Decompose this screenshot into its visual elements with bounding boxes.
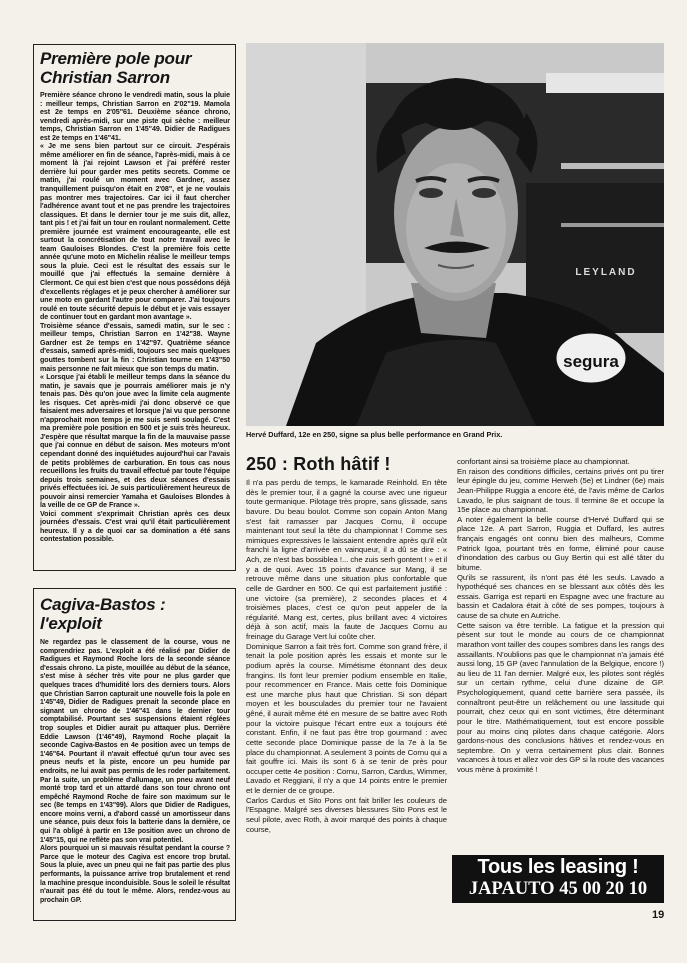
sidebar-box-cagiva	[33, 588, 236, 921]
article-paragraph: A noter également la belle course d'Hervé Duffard qui se place 12e. A part Sarron, Ruggia et Duffard, les autres français engagés ont connu bien des malheurs, Comme Patrick Igoa, pourtant très en forme, éliminé pour cause d'inondation des carbus ou Guy Bertin qui est allé tâter du bitume.	[457, 514, 664, 572]
box-title-pole-position	[40, 49, 229, 87]
rider-photo	[246, 43, 664, 426]
article-paragraph: confortant ainsi sa troisième place au championnat.	[457, 457, 630, 466]
box-title-line-2: Christian Sarron	[40, 68, 170, 87]
article-paragraph: Qu'ils se rassurent, ils n'ont pas été les seuls. Lavado a hypothéqué ses chances en se blessant aux côtés dès les essais. Garriga est reparti en Espagne avec une fracture au bassin et Cadalora était à côté de ses pompes, toujours à cause de sa chute en Autriche.	[457, 572, 664, 620]
box-title-line-1: Première pole pour	[40, 49, 192, 68]
box-body-pole-position	[40, 91, 230, 544]
article-paragraph: Carlos Cardus et Sito Pons ont fait briller les couleurs de l'Espagne. Malgré ses diverses blessures Sito Pons est le seul pilote, avec Roth, à avoir marqué des points à chaque course,	[246, 795, 447, 834]
box-paragraph: « Je me sens bien partout sur ce circuit. J'espérais même améliorer en fin de séance, l'après-midi, mais à ce moment là j'ai rejoint Lawson et j'ai préféré rester derrière lui pour garder mes petits secrets. Comme ce matin, j'ai roulé un moment avec Gardner, assez tranquillement puisqu'on était en 2'08", et je ne voulais pas montrer mes trajectoires. Car ici il faut chercher l'adhérence avant tout et ne pas prendre les trajectoires classiques. Et dans le dernier tour je me suis dit, allez, tant pis ! et j'ai fait un tour en roulant normalement. Cette première journée est vraiment encourageante, elle est surtout la concrétisation de tout notre travail avec le team Gauloises Blondes. C'est la première fois cette année qu'une moto en Michelin réalise le meilleur temps sous la pluie. Ceci est le résultat des essais sur le mouillé que j'ai effectués la semaine dernière à Clermont. Ce qui est bien c'est que nous possédons déjà d'excellents réglages et je peux chercher à améliorer sur une moto en gardant l'autre pour comparer. J'ai toujours roulé en toute sécurité depuis le début et je vais essayer de continuer tout en gardant mon avantage ».	[40, 142, 230, 322]
box-paragraph: Alors pourquoi un si mauvais résultat pendant la course ? Parce que le moteur des Cagiva est encore trop brutal. Sous la pluie, avec un pneu qui ne fait pas partie des plus performants, la puissance arrive trop brutalement et rend la machine presque inconduisible. Sous le soleil le résultat n'aurait pas été du tout le même. Alors, rendez-vous au prochain GP.	[40, 845, 230, 904]
box-title-cagiva: Cagiva-Bastos : l'exploit	[40, 595, 166, 633]
box-paragraph: Première séance chrono le vendredi matin, sous la pluie : meilleur temps, Christian Sarron en 2'02"19. Mamola est 2e temps en 2'05"61. Deuxième séance chrono, vendredi après-midi, sur une piste qui sèche : meilleur temps, Christian Sarron en 1'45"49. Didier de Radigues est 2e temps en 1'46"41.	[40, 91, 230, 142]
ad-headline: Tous les leasing !	[477, 856, 639, 878]
sidebar-box-pole-position	[33, 44, 236, 571]
box-body-cagiva	[40, 639, 230, 905]
box-paragraph: « Lorsque j'ai établi le meilleur temps dans la séance du matin, je savais que je pourrais améliorer mais je n'y tenais pas. Dès qu'on joue avec la limite cela augmente les risques. Cet après-midi j'ai donc observé ce que faisaient mes adversaires et lorsque j'ai vu que personne n'approchait mon temps je me suis senti soulagé. C'est ma première pole position en 500 et je suis très heureux. J'espère que résultat marque la fin de la mauvaise passe que j'ai connue en début de saison. Mes moteurs m'ont cependant donné des inquiétudes aujourd'hui car l'avais de petits problèmes de carburation. En tous cas nous recueillons les fruits du travail effectué par toute l'équipe depuis trois semaines, et des deux séances d'essais privés effectuées ici. Je suis particulièrement heureux de pouvoir ainsi remercier Yamaha et Gauloises Blondes à la veille de ce GP de France ».	[40, 373, 230, 510]
article-paragraph: En raison des conditions difficiles, certains privés ont pu tirer leur épingle du jeu, comme Herweh (5e) et Lindner (6e) mais Jean-Philippe Ruggia a encore été, de l'avis même de Carlos Lavado, le plus saignant de tous. Il termine 8e et occupe la 15e place au championnat.	[457, 466, 664, 515]
ad-phone: JAPAUTO 45 00 20 10	[468, 879, 648, 899]
bike-brand-text: LEYLAND	[575, 267, 637, 278]
article-paragraph: Il n'a pas perdu de temps, le kamarade Reinhold. En tête dès le premier tour, il a gagné la course avec une rigueur toute germanique. Pilotage très propre, sans glissade, sans bavure. Du beau boulot. Comme son copain Anton Mang s'est fait ramasser par Jacques Cornu, il occupe maintenant tout seul la tête du championnat ! Comme ses mimiques expressives le laissaient entendre après qu'il eût franchi la ligne d'arrivée en vainqueur, il a dû se dire : « Ach, ze n'est bas bossiblea !... che zuis serh gontent ! » et il y a de quoi. Avec 15 points d'avance sur Mang, il se retrouve même dans une situation plus confortable que celle de Gardner en 500. Ce qui est parfaitement justifié : une victoire (sa première), 2 secondes places et 4 troisièmes places, c'est ce qu'on peut appeler de la régularité. Mang est, certes, plus brillant avec 4 victoires déjà à son actif, mais la faute de Jacques Cornu au freinage du Garage Vert lui coûte cher.	[246, 478, 447, 641]
rider-portrait-illustration	[246, 43, 664, 426]
japauto-advertisement	[452, 855, 664, 903]
article-column-1	[246, 478, 447, 834]
article-title: 250 : Roth hâtif !	[246, 454, 391, 474]
box-paragraph: Ne regardez pas le classement de la course, vous ne comprendriez pas. L'exploit a été réalisé par Didier de Radigues et Raymond Roche lors de la seconde séance d'essais chrono. La piste, mouillée au début de la séance, s'est mise à sécher très vite pour ne plus garder que quelques traces d'humidité lors des derniers tours. Alors que Christian Sarron capturait une nouvelle fois la pole en 1'45"49, Didier de Radigues prenait la seconde place en signant un chrono de 1'46"41 dans le dernier tour comptabilisé. Pourtant ses suspensions étaient réglées trop souples et Didier aurait pu attaquer plus. Derrière Eddie Lawson (1'46"49), Raymond Roche plaçait la seconde Cagiva-Bastos en 4e position avec un temps de 1'46"64. Pourtant il n'avait effectué qu'un tour avec ses pneus neufs et la piste, encore un peu humide par endroits, ne lui avait pas permis de les roder parfaitement. Par la suite, un problème d'allumage, un pneu avant neuf monté trop tard et un attardé dans son tour chrono ont empêché Raymond Roche de faire son maximum sur le sec (8e temps en 1'43"99). Alors que Didier de Radigues, encore moins verni, a d'abord cassé un amortisseur dans une séance, puis deux fois la batterie dans la dernière, ce qui l'a obligé à partir en 13e position avec un chrono de 1'45"15, qui ne reflète pas son vrai potentiel.	[40, 639, 230, 844]
page-number: 19	[652, 909, 665, 921]
box-paragraph: Voici comment s'exprimait Christian après ces deux journées d'essais. C'est vrai qu'il était particulièrement heureux. Il y a de quoi car sa domination a été sans contestation possible.	[40, 509, 230, 544]
article-paragraph: Cette saison va être terrible. La fatigue et la pression qui pèsent sur tout le monde au cours de ce championnat marathon vont tailler des coupes sombres dans les rangs des assaillants. N'oublions pas que le championnat n'a jamais été aussi long, 15 GP (avec l'annulation de la Belgique, encore !) au lieu de 11 l'an dernier. Malgré eux, les pilotes sont réglés sur un certain rythme, celui d'une dizaine de GP. Psychologiquement, quand cette barrière sera passée, ils connaîtront peut-être un relâchement ou une lassitude qui pourrait, chez ceux qui en sont victimes, être déterminant pour le titre. Mathématiquement, tout est encore possible pour au moins cinq pilotes dans chaque catégorie. Alors gardons-nous des conclusions hâtives et rendez-vous en septembre. On y verra certainement plus clair. Bonnes vacances à tous et allez voir des GP si la route des vacances vous mène à proximité !	[457, 620, 664, 774]
photo-caption: Hervé Duffard, 12e en 250, signe sa plus belle performance en Grand Prix.	[246, 430, 503, 439]
patch-text: segura	[563, 352, 619, 371]
article-paragraph: Dominique Sarron a fait très fort. Comme son grand frère, il tenait la pole position après les essais et monte sur le podium après la course. Mimétisme étonnant des deux frangins. Ils font leur premier podium ensemble en Italie, pour recommencer en France. Mais cette fois Dominique est une marche plus haut que Christian. Si son départ moyen et les bousculades du premier tour ne l'avaient gêné, il aurait même été en mesure de se battre avec Roth pour la victoire puisque l'écart entre eux a toujours été constant. Enfin, il ne faut pas être trop gourmand : avec cette seconde place Dominique passe de la 7e à la 5e place du championnat. A seulement 3 points de Cornu qui a fait gouffre ici. Mais ils sont 6 à se tenir de près pour occuper cette 4e position : Cornu, Sarron, Cardus, Wimmer, Lavado et Reggiani, il n'y a que 14 points entre le premier et le dernier de ce groupe.	[246, 641, 447, 795]
box-paragraph: Troisième séance d'essais, samedi matin, sur le sec : meilleur temps, Christian Sarron en 1'42"38. Wayne Gardner est 2e temps en 1'42"97. Quatrième séance d'essais, samedi après-midi, toujours sec mais quelques gouttes tombent sur la fin : Christian tourne en 1'43"50 mais personne ne fait mieux que son temps du matin.	[40, 321, 230, 373]
article-column-2	[457, 457, 664, 775]
